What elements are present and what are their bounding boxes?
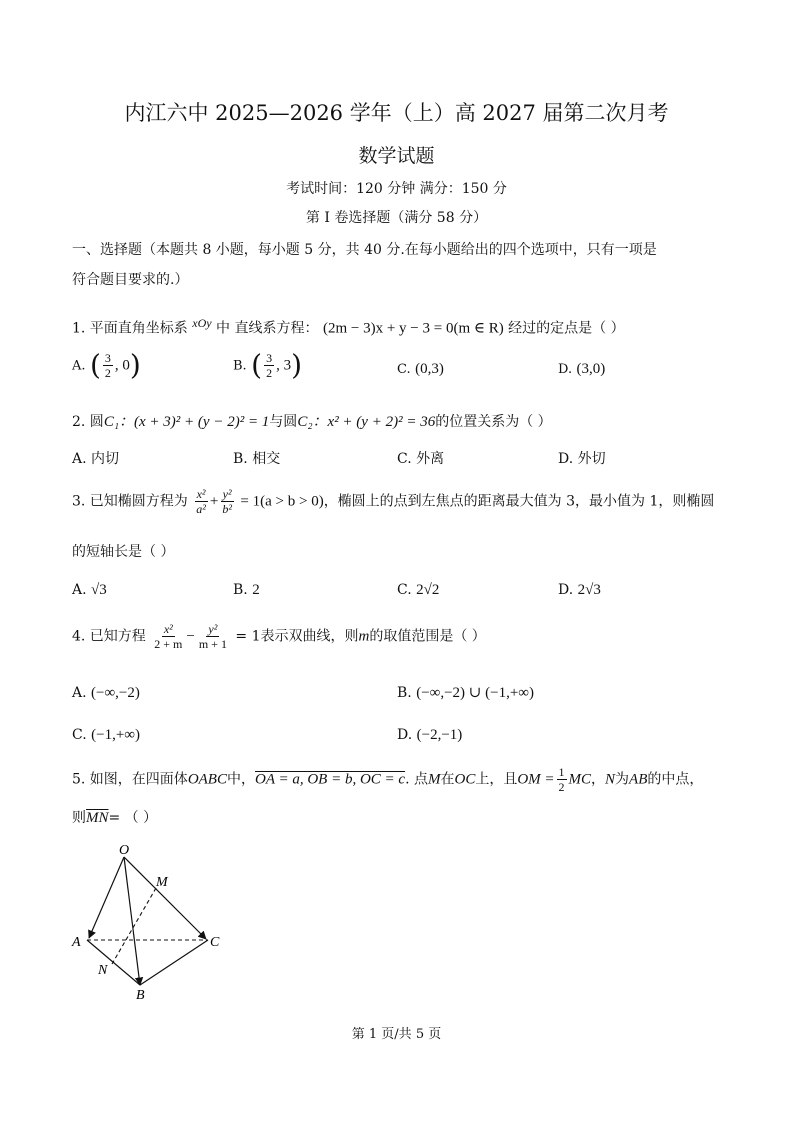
label-m: M <box>156 875 168 890</box>
edge-ob <box>124 857 140 985</box>
q1-coord: xOy <box>192 316 212 330</box>
q2-option-a: A. 内切 <box>72 451 120 467</box>
edge-bc <box>140 940 208 985</box>
q2-option-d: D. 外切 <box>558 451 606 467</box>
label-o: O <box>119 843 130 858</box>
q1-equation: (2m − 3)x + y − 3 = 0(m ∈ R) <box>322 320 504 337</box>
segment-mn <box>112 888 156 964</box>
q1-option-a: A. ( $\frac{3}{2}$ , 0) <box>72 348 141 382</box>
label-n: N <box>98 963 108 978</box>
section-instruction-line2: 符合题目要求的.） <box>72 272 189 288</box>
q2-circle1: C₁：(x + 3)² + (y − 2)² = 1 <box>103 414 270 430</box>
q1-mid: 中 直线系方程： <box>216 320 319 337</box>
label-c: C <box>210 935 220 950</box>
question-3: 3. 已知椭圆方程为 $\frac{\text{x²}}{\text{a²}}$ + $\frac{\text{y²}}{\text{b²}}$ = 1(a > b > 0)，椭圆上的点到左焦点的距离最大值为 3，最小值为 1，则椭圆 <box>72 487 715 516</box>
question-2: 2. 圆C₁：(x + 3)² + (y − 2)² = 1与圆C₂：x² + (y + 2)² = 36的位置关系为（ ） <box>72 414 552 430</box>
q4-option-a: A. (−∞,−2) <box>72 685 140 701</box>
q3-option-a: A. √3 <box>72 582 107 598</box>
part-title: 第 I 卷选择题（满分 58 分） <box>305 210 488 226</box>
q3-option-b: B. 2 <box>233 582 260 598</box>
q4-option-d: D. (−2,−1) <box>397 727 463 743</box>
q1-option-d: D. (3,0) <box>558 361 606 377</box>
q1-option-b: B. ( $\frac{3}{2}$ , 3) <box>233 348 303 382</box>
q3-line2: 的短轴长是（ ） <box>72 544 175 560</box>
section-instruction-line1: 一、选择题（本题共 8 小题，每小题 5 分，共 40 分.在每小题给出的四个选项中，只有一项是 <box>72 242 657 258</box>
page-footer: 第 1 页/共 5 页 <box>351 1027 442 1042</box>
q2-option-c: C. 外离 <box>397 451 445 467</box>
q4-option-c: C. (−1,+∞) <box>72 727 140 743</box>
exam-subtitle: 数学试题 <box>358 145 435 167</box>
question-4: 4. 已知方程 $\frac{\text{x²}}{2 + m}$ − $\frac{\text{y²}}{m + 1}$ = 1表示双曲线，则m的取值范围是（ ） <box>72 622 486 651</box>
q3-option-c: C. 2√2 <box>397 582 440 598</box>
exam-title: 内江六中 2025—2026 学年（上）高 2027 届第二次月考 <box>124 101 669 125</box>
label-b: B <box>136 988 145 1002</box>
q5-vectors: OA = a, OB = b, OC = c <box>254 771 406 788</box>
q3-condition: = 1(a > b > 0) <box>240 493 324 510</box>
q2-option-b: B. 相交 <box>233 451 281 467</box>
q3-option-d: D. 2√3 <box>558 582 601 598</box>
exam-info: 考试时间：120 分钟 满分：150 分 <box>286 181 507 197</box>
question-5: 5. 如图，在四面体OABC中，OA = a, OB = b, OC = c. 点M在OC上，且OM = $\frac{1}{2}$ MC，N为AB的中点， <box>72 765 704 794</box>
q1-prefix: 1. 平面直角坐标系 <box>72 320 188 337</box>
q5-line2: 则$\overline{MN}=$ （ ） <box>72 810 158 826</box>
edge-oc <box>124 857 206 939</box>
question-1 <box>72 313 625 339</box>
q1-option-c: C. (0,3) <box>397 361 444 377</box>
q4-option-b: B. (−∞,−2) ∪ (−1,+∞) <box>397 685 534 701</box>
q1-suffix: 经过的定点是（ ） <box>508 320 625 337</box>
edge-oa <box>89 857 124 938</box>
q2-circle2: C₂：x² + (y + 2)² = 36 <box>297 414 436 430</box>
label-a: A <box>72 935 81 950</box>
tetrahedron-figure <box>64 842 234 1002</box>
